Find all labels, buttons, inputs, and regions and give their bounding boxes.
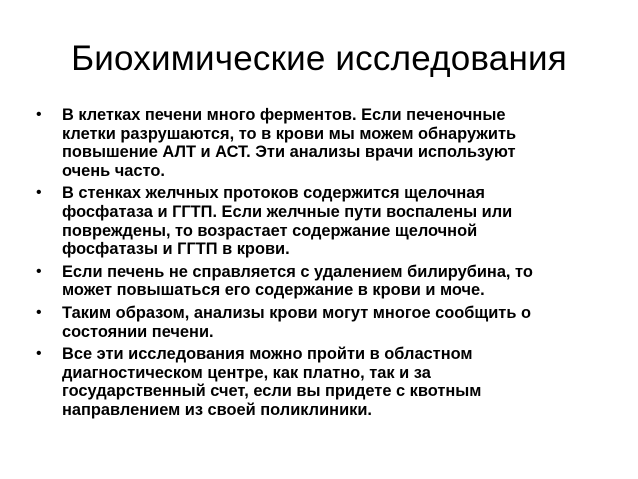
bullet-item	[36, 184, 596, 258]
bullet-text-line: Таким образом, анализы крови могут многое сообщить о	[62, 303, 531, 322]
bullet-text-line: В клетках печени много ферментов. Если печеночные	[62, 106, 506, 124]
bullet-item	[36, 345, 596, 419]
bullet-text-line: клетки разрушаются, то в крови мы можем обнаружить	[62, 124, 517, 143]
bullet-text-line: состоянии печени.	[62, 322, 214, 341]
bullet-list	[36, 106, 596, 424]
bullet-text-line: Все эти исследования можно пройти в областном	[62, 345, 473, 364]
bullet-text-line: повреждены, то возрастает содержание щелочной	[62, 221, 478, 240]
bullet-text-line: фосфатаза и ГГТП. Если желчные пути воспалены или	[62, 202, 513, 221]
bullet-text-line: фосфатазы и ГГТП в крови.	[62, 240, 290, 259]
bullet-item	[36, 106, 596, 180]
bullet-item	[36, 263, 596, 300]
bullet-text-line: государственный счет, если вы придете с квотным	[62, 382, 482, 401]
bullet-text-line: направлением из своей поликлиники.	[62, 400, 372, 419]
bullet-text-line: может повышаться его содержание в крови и моче.	[62, 281, 485, 300]
slide-title: Биохимические исследования	[71, 39, 567, 78]
bullet-text-line: повышение АЛТ и АСТ. Эти анализы врачи используют	[62, 143, 516, 162]
bullet-point-icon: •	[36, 303, 42, 321]
bullet-point-icon: •	[36, 262, 42, 280]
bullet-text-line: очень часто.	[62, 161, 165, 180]
bullet-point-icon: •	[36, 184, 42, 202]
bullet-text-line: диагностическом центре, как платно, так и за	[62, 363, 431, 382]
bullet-text-line: В стенках желчных протоков содержится щелочная	[62, 184, 485, 203]
bullet-point-icon: •	[36, 345, 42, 363]
bullet-point-icon: •	[36, 106, 42, 123]
bullet-item	[36, 304, 596, 341]
bullet-text-line: Если печень не справляется с удалением билирубина, то	[62, 262, 533, 281]
